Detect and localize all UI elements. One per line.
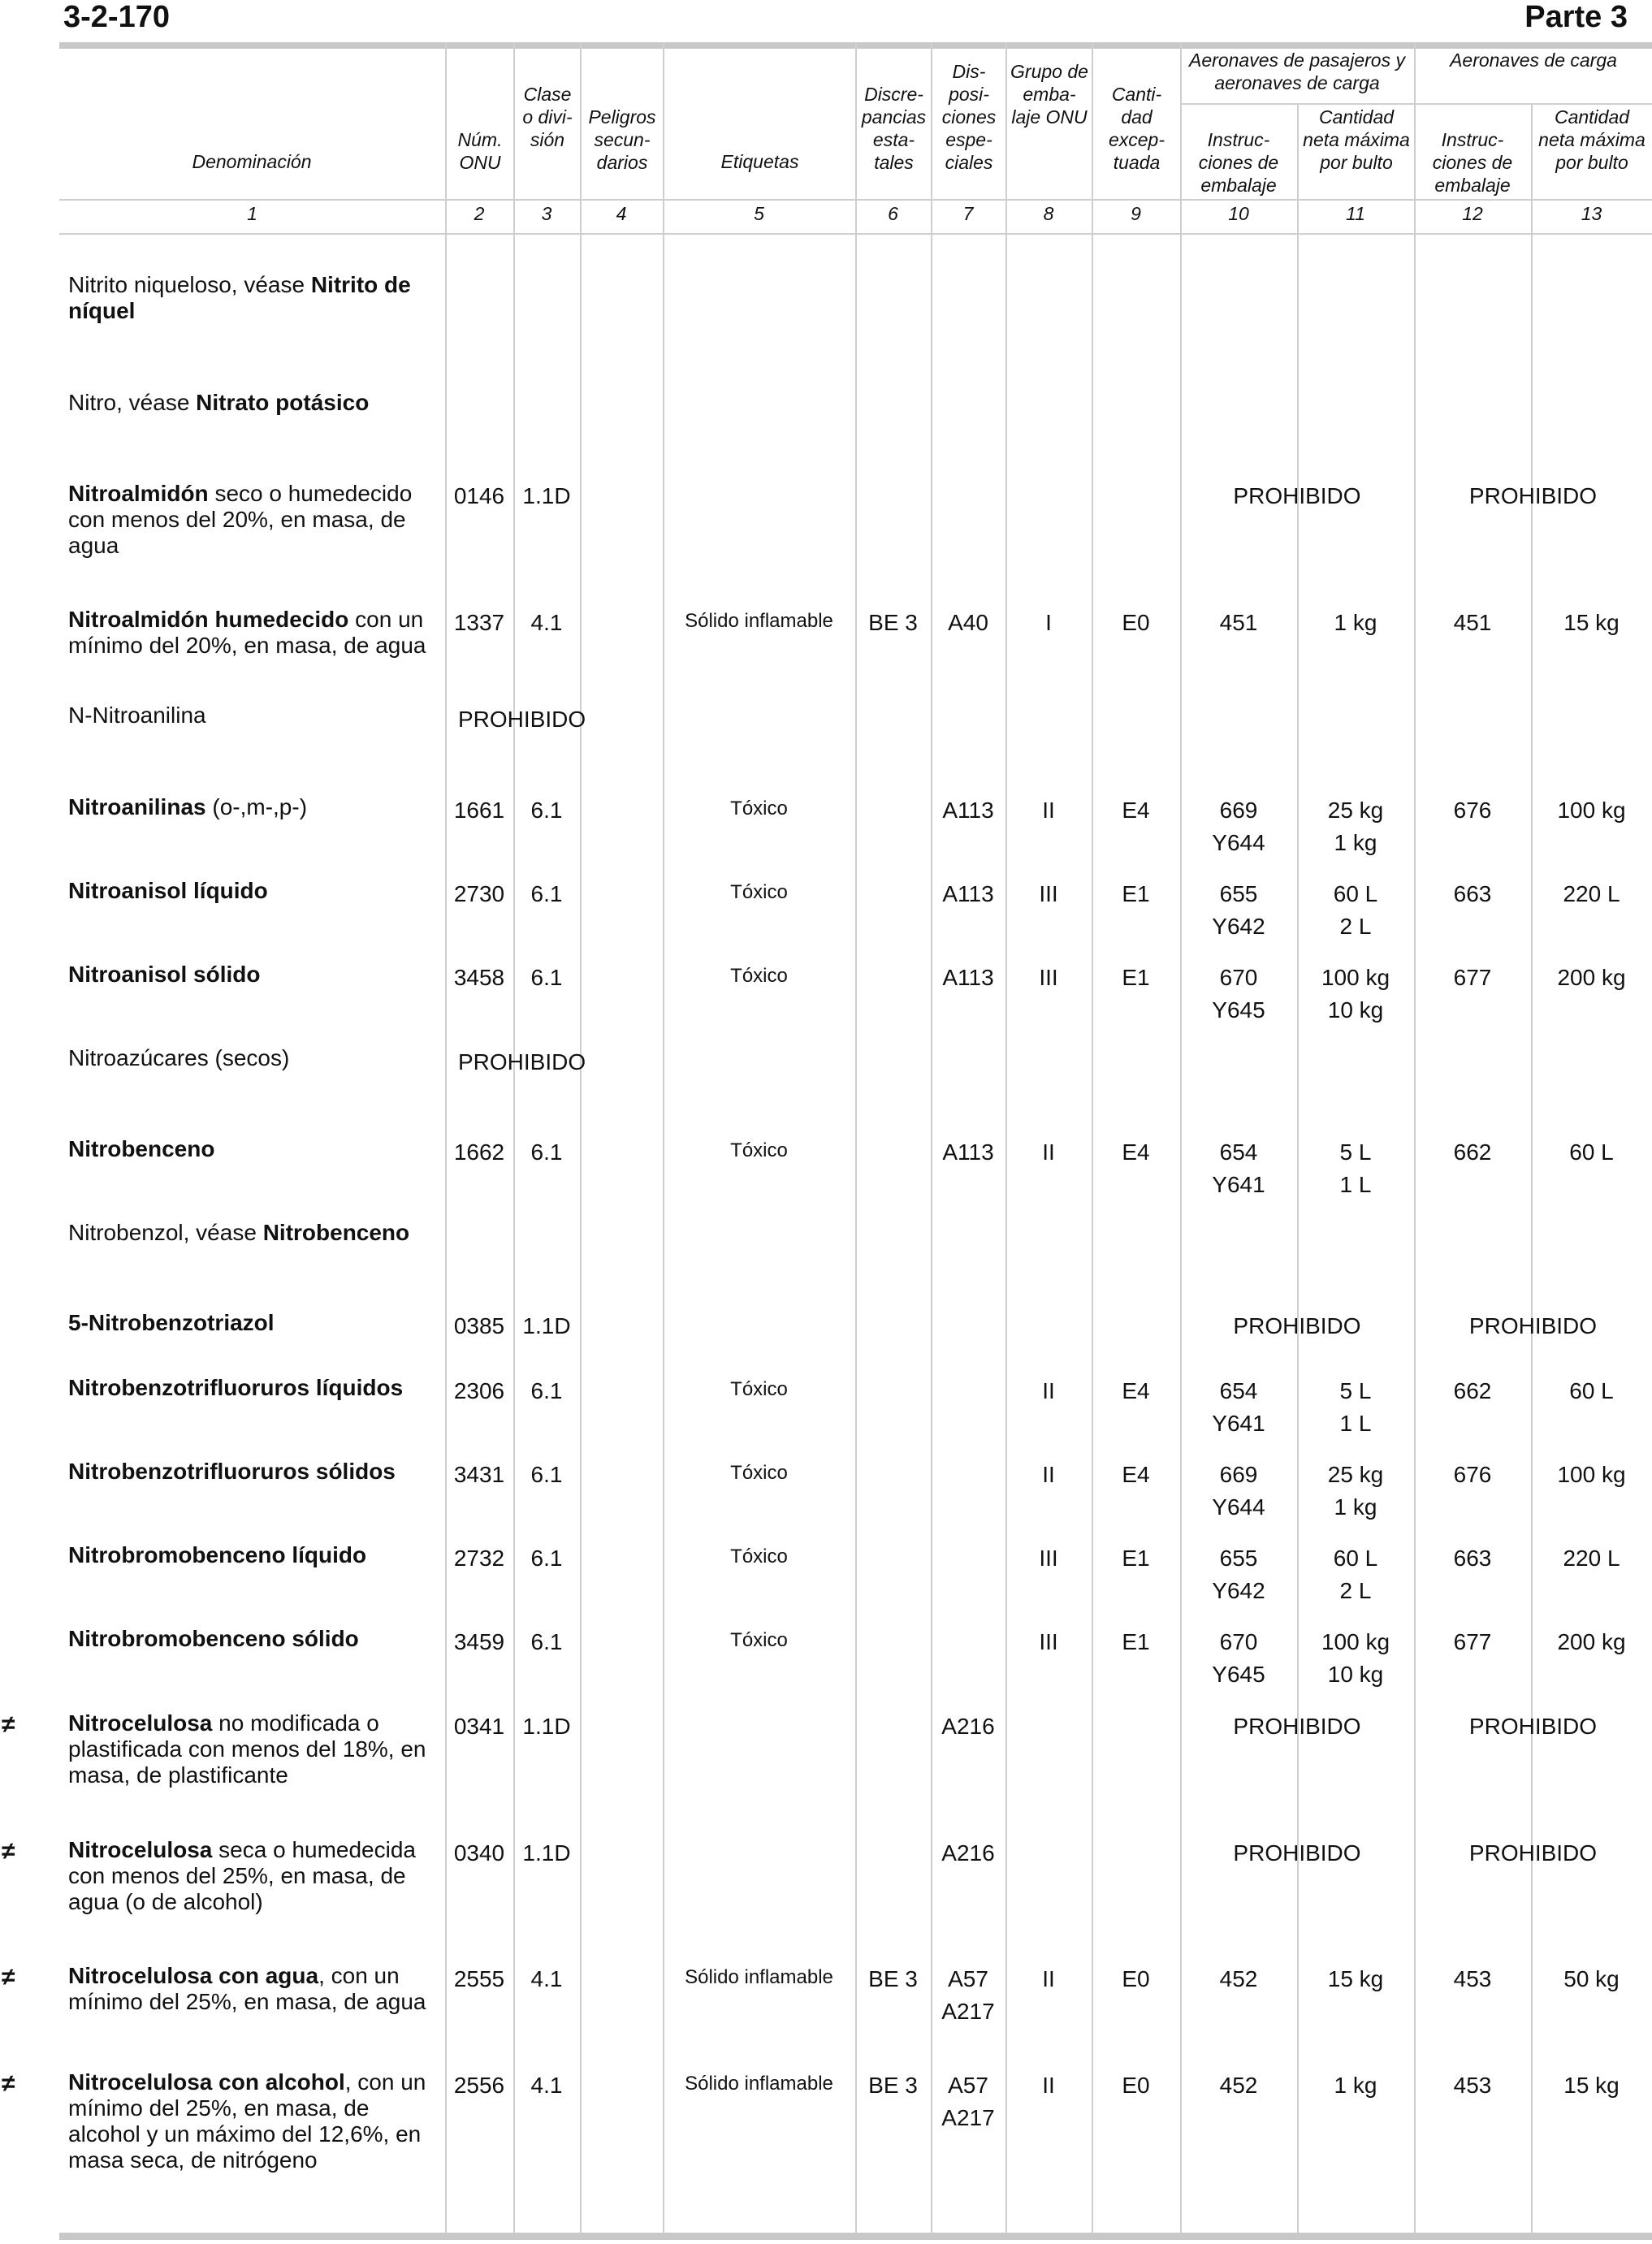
packing-group: II — [1042, 2073, 1055, 2098]
class-division: 4.1 — [530, 1966, 563, 1991]
column-number: 12 — [1462, 203, 1483, 224]
excepted-quantity: E1 — [1122, 965, 1150, 990]
col-divider — [1005, 42, 1007, 2233]
qty-pax-ltd: 10 kg — [1327, 997, 1384, 1023]
qty-pax-ltd: 1 kg — [1334, 830, 1377, 855]
row-name: Nitrobenzol, véase Nitrobenceno — [68, 1220, 410, 1245]
column-number-divider — [59, 233, 1652, 235]
row-name: Nitrobenzotrifluoruros líquidos — [68, 1375, 404, 1400]
class-division: 6.1 — [530, 1629, 563, 1654]
pi-pax: 451 — [1219, 610, 1258, 635]
header-cantidad-neta-pax: Cantidad neta máxima por bulto — [1303, 106, 1410, 173]
pi-cargo: 676 — [1453, 1462, 1492, 1487]
row-name: Nitroalmidón humedecido con un mínimo del 20%, en masa, de agua — [68, 607, 426, 658]
prohibido-pax: PROHIBIDO — [1233, 1714, 1361, 1739]
special-provision-2: A217 — [941, 1999, 995, 2024]
pi-pax: 654 — [1219, 1378, 1258, 1403]
row-name: Nitro, véase Nitrato potásico — [68, 390, 370, 415]
hazard-label: Tóxico — [730, 1139, 788, 1161]
col-divider — [1092, 42, 1093, 2233]
un-number: 0340 — [453, 1840, 505, 1866]
pi-cargo: 677 — [1453, 965, 1492, 990]
un-number: 1662 — [453, 1139, 505, 1165]
un-number: 3458 — [453, 965, 505, 990]
pi-pax: 654 — [1219, 1139, 1258, 1165]
row-name: Nitrobromobenceno sólido — [68, 1626, 359, 1651]
col-divider — [1414, 42, 1416, 2233]
hazard-label: Sólido inflamable — [685, 2073, 833, 2095]
pi-cargo: 663 — [1453, 1546, 1492, 1571]
row-name: Nitroalmidón seco o humedecido con menos del 20%, en masa, de agua — [68, 481, 413, 558]
qty-cargo: 60 L — [1569, 1139, 1614, 1165]
special-provision: A57 — [948, 2073, 988, 2098]
special-provision: A113 — [942, 798, 994, 823]
column-number: 4 — [616, 203, 627, 224]
pi-pax: 452 — [1219, 1966, 1258, 1991]
hazard-label: Sólido inflamable — [685, 610, 833, 632]
packing-group: I — [1045, 610, 1052, 635]
prohibido-pax: PROHIBIDO — [1233, 1313, 1361, 1338]
un-number: 1661 — [453, 798, 505, 823]
col-divider — [663, 42, 664, 2233]
class-division: 6.1 — [530, 798, 563, 823]
class-division: 1.1D — [522, 1714, 571, 1739]
row-name: Nitrito niqueloso, véase Nitrito de níquel — [68, 272, 411, 323]
header-etiquetas: Etiquetas — [720, 151, 799, 172]
qty-pax: 5 L — [1339, 1139, 1372, 1165]
qty-pax: 15 kg — [1327, 1966, 1384, 1991]
change-mark: ≠ — [2, 1964, 15, 1991]
un-number: 2555 — [453, 1966, 505, 1991]
header-cantidad-neta-cargo: Cantidad neta máxima por bulto — [1538, 106, 1646, 173]
un-number: 0341 — [453, 1714, 505, 1739]
column-number: 13 — [1581, 203, 1602, 224]
hazard-label: Tóxico — [730, 1462, 788, 1484]
hazard-label: Tóxico — [730, 1629, 788, 1651]
un-number: 0146 — [453, 483, 505, 508]
row-name: Nitrocelulosa con agua, con un mínimo del 25%, en masa, de agua — [68, 1963, 426, 2014]
qty-pax: 1 kg — [1334, 2073, 1377, 2098]
qty-pax: 5 L — [1339, 1378, 1372, 1403]
packing-group: II — [1042, 1462, 1055, 1487]
header-cantidad-exceptuada: Canti- dad excep- tuada — [1108, 84, 1165, 173]
column-number: 11 — [1346, 203, 1365, 224]
special-provision: A216 — [941, 1714, 995, 1739]
packing-group: III — [1039, 965, 1058, 990]
un-number: 2732 — [453, 1546, 505, 1571]
class-division: 6.1 — [530, 1139, 563, 1165]
qty-pax-ltd: 1 L — [1339, 1172, 1372, 1197]
header-subdivider — [1180, 103, 1652, 105]
state-variation: BE 3 — [868, 610, 918, 635]
pi-pax-ltd: Y645 — [1212, 1662, 1265, 1687]
qty-pax-ltd: 2 L — [1339, 1578, 1372, 1603]
column-number: 10 — [1228, 203, 1249, 224]
hazard-label: Tóxico — [730, 1378, 788, 1400]
column-number: 9 — [1131, 203, 1141, 224]
excepted-quantity: E4 — [1122, 1462, 1150, 1487]
hazard-label: Tóxico — [730, 1546, 788, 1567]
qty-cargo: 50 kg — [1563, 1966, 1620, 1991]
class-division: 1.1D — [522, 1313, 571, 1338]
pi-pax-ltd: Y641 — [1212, 1411, 1265, 1436]
col-divider — [445, 42, 447, 2233]
special-provision: A57 — [948, 1966, 988, 1991]
un-number: 3459 — [453, 1629, 505, 1654]
excepted-quantity: E4 — [1122, 1139, 1150, 1165]
excepted-quantity: E0 — [1122, 610, 1150, 635]
packing-group: III — [1039, 1629, 1058, 1654]
row-name: Nitroanisol líquido — [68, 878, 268, 903]
qty-pax: 25 kg — [1327, 1462, 1384, 1487]
special-provision: A113 — [942, 965, 994, 990]
pi-pax-ltd: Y645 — [1212, 997, 1265, 1023]
hazard-label: Tóxico — [730, 881, 788, 903]
qty-pax: 25 kg — [1327, 798, 1384, 823]
excepted-quantity: E1 — [1122, 1629, 1150, 1654]
col-divider — [931, 42, 932, 2233]
bottom-rule — [59, 2233, 1652, 2240]
header-instrucciones-pax: Instruc- ciones de embalaje — [1198, 129, 1279, 196]
qty-pax-ltd: 1 L — [1339, 1411, 1372, 1436]
special-provision-2: A217 — [941, 2105, 995, 2130]
un-number: 2556 — [453, 2073, 505, 2098]
hazard-label: Sólido inflamable — [685, 1966, 833, 1988]
pi-cargo: 663 — [1453, 881, 1492, 906]
header-denominacion: Denominación — [192, 151, 312, 172]
change-mark: ≠ — [2, 2070, 15, 2097]
row-name: Nitrocelulosa no modificada o plastificada con menos del 18%, en masa, de plastificante — [68, 1710, 426, 1788]
class-division: 6.1 — [530, 1462, 563, 1487]
column-number: 6 — [888, 203, 898, 224]
pi-cargo: 453 — [1453, 2073, 1492, 2098]
state-variation: BE 3 — [868, 1966, 918, 1991]
row-name: Nitrocelulosa seca o humedecida con menos del 25%, en masa, de agua (o de alcohol) — [68, 1837, 416, 1914]
header-discrepancias: Discre- pancias esta- tales — [861, 84, 927, 173]
header-grupo: Grupo de emba- laje ONU — [1010, 61, 1088, 128]
page-number: 3-2-170 — [63, 0, 170, 34]
pi-cargo: 677 — [1453, 1629, 1492, 1654]
pi-cargo: 453 — [1453, 1966, 1492, 1991]
row-name: Nitroazúcares (secos) — [68, 1045, 290, 1070]
qty-pax: 1 kg — [1334, 610, 1377, 635]
qty-cargo: 60 L — [1569, 1378, 1614, 1403]
pi-cargo: 662 — [1453, 1139, 1492, 1165]
class-division: 4.1 — [530, 2073, 563, 2098]
col-divider — [513, 42, 515, 2233]
class-division: 1.1D — [522, 483, 571, 508]
pi-pax-ltd: Y644 — [1212, 1494, 1265, 1520]
pi-pax: 670 — [1219, 965, 1258, 990]
qty-cargo: 220 L — [1563, 1546, 1620, 1571]
class-division: 1.1D — [522, 1840, 571, 1866]
excepted-quantity: E1 — [1122, 881, 1150, 906]
column-number: 3 — [541, 203, 552, 224]
qty-cargo: 100 kg — [1557, 798, 1626, 823]
state-variation: BE 3 — [868, 2073, 918, 2098]
row-name: Nitroanisol sólido — [68, 962, 261, 987]
qty-cargo: 100 kg — [1557, 1462, 1626, 1487]
qty-pax-ltd: 1 kg — [1334, 1494, 1377, 1520]
row-name: Nitrobenzotrifluoruros sólidos — [68, 1459, 396, 1484]
row-name: 5-Nitrobenzotriazol — [68, 1310, 275, 1335]
pi-cargo: 662 — [1453, 1378, 1492, 1403]
special-provision: A113 — [942, 881, 994, 906]
col-divider — [580, 42, 582, 2233]
un-number: 2306 — [453, 1378, 505, 1403]
qty-cargo: 200 kg — [1557, 1629, 1626, 1654]
header-peligros: Peligros secun- darios — [588, 106, 656, 173]
header-carga-group: Aeronaves de carga — [1450, 50, 1617, 71]
prohibido-cargo: PROHIBIDO — [1468, 1840, 1598, 1866]
row-name: Nitrobromobenceno líquido — [68, 1542, 367, 1567]
prohibido-cargo: PROHIBIDO — [1468, 1313, 1598, 1338]
excepted-quantity: E0 — [1122, 1966, 1150, 1991]
qty-cargo: 15 kg — [1563, 610, 1620, 635]
prohibido-cargo: PROHIBIDO — [1468, 483, 1598, 508]
packing-group: II — [1042, 798, 1055, 823]
row-name: Nitrocelulosa con alcohol, con un mínimo del 25%, en masa, de alcohol y un máximo del 12,6%, en masa seca, de nitrógeno — [68, 2069, 426, 2173]
hazard-label: Tóxico — [730, 965, 788, 987]
pi-pax-ltd: Y642 — [1212, 1578, 1265, 1603]
qty-pax: 100 kg — [1321, 1629, 1390, 1654]
pi-pax-ltd: Y641 — [1212, 1172, 1265, 1197]
packing-group: II — [1042, 1378, 1055, 1403]
pi-pax: 655 — [1219, 1546, 1258, 1571]
qty-pax-ltd: 10 kg — [1327, 1662, 1384, 1687]
prohibido-all: PROHIBIDO — [458, 707, 586, 732]
row-name: N-Nitroanilina — [68, 703, 206, 728]
packing-group: III — [1039, 1546, 1058, 1571]
class-division: 6.1 — [530, 881, 563, 906]
col-divider — [855, 42, 857, 2233]
row-name: Nitrobenceno — [68, 1136, 215, 1161]
header-disposiciones: Dis- posi- ciones espe- ciales — [941, 61, 997, 173]
column-number: 1 — [247, 203, 257, 224]
column-number: 8 — [1043, 203, 1054, 224]
change-mark: ≠ — [2, 1711, 15, 1738]
column-number: 7 — [962, 203, 974, 224]
qty-pax: 60 L — [1333, 1546, 1378, 1571]
column-number: 2 — [474, 203, 485, 224]
hazard-label: Tóxico — [730, 798, 788, 819]
class-division: 6.1 — [530, 1378, 563, 1403]
col-divider — [1531, 104, 1533, 2233]
packing-group: II — [1042, 1966, 1055, 1991]
special-provision: A40 — [948, 610, 988, 635]
change-mark: ≠ — [2, 1838, 15, 1865]
row-name: Nitroanilinas (o-,m-,p-) — [68, 794, 308, 819]
prohibido-cargo: PROHIBIDO — [1468, 1714, 1598, 1739]
packing-group: III — [1039, 881, 1058, 906]
excepted-quantity: E4 — [1122, 1378, 1150, 1403]
prohibido-all: PROHIBIDO — [458, 1049, 586, 1074]
prohibido-pax: PROHIBIDO — [1233, 483, 1361, 508]
qty-pax-ltd: 2 L — [1339, 914, 1372, 939]
class-division: 6.1 — [530, 1546, 563, 1571]
un-number: 3431 — [453, 1462, 505, 1487]
header-divider — [59, 199, 1652, 201]
header-instrucciones-cargo: Instruc- ciones de embalaje — [1432, 129, 1513, 196]
excepted-quantity: E4 — [1122, 798, 1150, 823]
pi-pax-ltd: Y644 — [1212, 830, 1265, 855]
qty-cargo: 200 kg — [1557, 965, 1626, 990]
pi-pax: 452 — [1219, 2073, 1258, 2098]
qty-pax: 60 L — [1333, 881, 1378, 906]
packing-group: II — [1042, 1139, 1055, 1165]
col-divider — [1180, 42, 1182, 2233]
column-number: 5 — [754, 203, 764, 224]
excepted-quantity: E0 — [1122, 2073, 1150, 2098]
pi-pax-ltd: Y642 — [1212, 914, 1265, 939]
un-number: 1337 — [453, 610, 505, 635]
pi-pax: 669 — [1219, 1462, 1258, 1487]
pi-cargo: 676 — [1453, 798, 1492, 823]
excepted-quantity: E1 — [1122, 1546, 1150, 1571]
special-provision: A216 — [941, 1840, 995, 1866]
qty-cargo: 220 L — [1563, 881, 1620, 906]
header-clase: Clase o divi- sión — [522, 84, 573, 150]
pi-pax: 670 — [1219, 1629, 1258, 1654]
class-division: 6.1 — [530, 965, 563, 990]
pi-pax: 655 — [1219, 881, 1258, 906]
un-number: 2730 — [453, 881, 505, 906]
qty-cargo: 15 kg — [1563, 2073, 1620, 2098]
col-divider — [1297, 104, 1299, 2233]
part-title: Parte 3 — [1524, 0, 1628, 34]
class-division: 4.1 — [530, 610, 563, 635]
special-provision: A113 — [942, 1139, 994, 1165]
pi-pax: 669 — [1219, 798, 1258, 823]
header-pasajeros-group: Aeronaves de pasajeros y aeronaves de carga — [1189, 50, 1405, 93]
header-num-onu: Núm. ONU — [457, 129, 503, 173]
qty-pax: 100 kg — [1321, 965, 1390, 990]
pi-cargo: 451 — [1453, 610, 1492, 635]
un-number: 0385 — [453, 1313, 505, 1338]
prohibido-pax: PROHIBIDO — [1233, 1840, 1361, 1866]
